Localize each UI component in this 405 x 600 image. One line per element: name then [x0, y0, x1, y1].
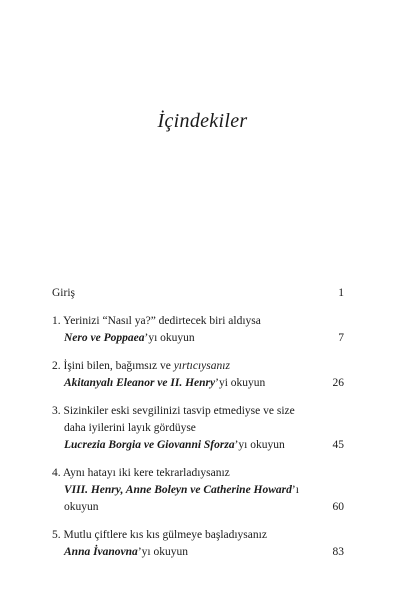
entry-title: Giriş — [52, 287, 75, 299]
entry-title-part: 2. İşini bilen, bağımsız ve — [52, 360, 174, 372]
entry-title: 1. Yerinizi “Nasıl ya?” dedirtecek biri aldıysa — [52, 315, 261, 327]
entry-subject: Akitanyalı Eleanor ve II. Henry — [64, 377, 216, 389]
entry-subject: Nero ve Poppaea — [64, 332, 145, 344]
entry-title: 5. Mutlu çiftlere kıs kıs gülmeye başladıysanız — [52, 529, 267, 541]
entry-suffix: ’ı — [291, 484, 299, 496]
toc-entry-intro — [52, 285, 344, 302]
page-number: 1 — [338, 287, 344, 299]
page-title: İçindekiler — [157, 110, 248, 132]
table-of-contents — [52, 285, 344, 572]
page-number: 7 — [338, 332, 344, 344]
entry-title: 4. Aynı hatayı iki kere tekrarladıysanız — [52, 467, 230, 479]
entry-subject: VIII. Henry, Anne Boleyn ve Catherine Howard — [64, 484, 292, 496]
entry-subject: Anna İvanovna — [64, 546, 138, 558]
toc-entry-2 — [52, 358, 344, 392]
entry-title: 3. Sizinkiler eski sevgilinizi tasvip etmediyse ve size — [52, 405, 295, 417]
entry-suffix-cont: okuyun — [64, 501, 99, 513]
page-number: 60 — [332, 501, 344, 513]
entry-subject: Lucrezia Borgia ve Giovanni Sforza — [64, 439, 235, 451]
toc-entry-5 — [52, 527, 344, 561]
entry-title-cont: daha iyilerini layık gördüyse — [64, 422, 196, 434]
entry-suffix: ’yı okuyun — [137, 546, 188, 558]
entry-title — [52, 358, 344, 375]
page-number: 45 — [332, 439, 344, 451]
page-number: 26 — [332, 377, 344, 389]
toc-entry-4 — [52, 465, 344, 516]
entry-suffix: ’yı okuyun — [144, 332, 195, 344]
entry-suffix: ’yi okuyun — [215, 377, 266, 389]
page-number: 83 — [332, 546, 344, 558]
entry-suffix: ’yı okuyun — [234, 439, 285, 451]
entry-title-italic: yırtıcıysanız — [173, 360, 230, 372]
toc-entry-1 — [52, 313, 344, 347]
toc-entry-3 — [52, 403, 344, 454]
